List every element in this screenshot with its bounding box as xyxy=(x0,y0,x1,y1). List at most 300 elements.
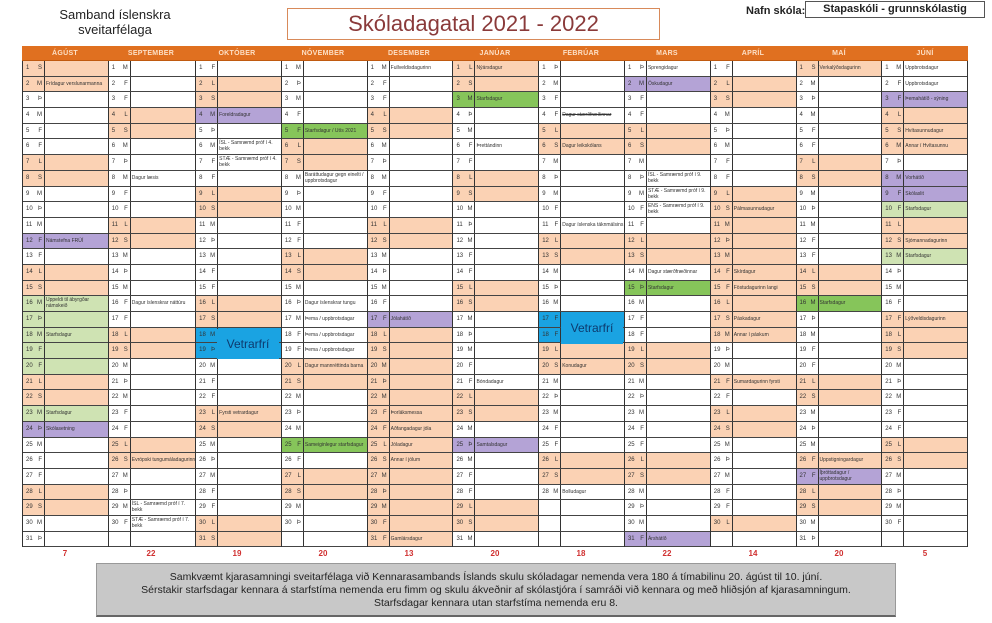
day-row[interactable] xyxy=(711,422,796,438)
day-row[interactable] xyxy=(711,296,796,312)
day-row[interactable] xyxy=(23,218,108,234)
day-row[interactable] xyxy=(539,485,624,501)
day-row[interactable] xyxy=(711,375,796,391)
day-row[interactable] xyxy=(368,359,453,375)
day-row[interactable] xyxy=(539,281,624,297)
day-row[interactable] xyxy=(711,187,796,203)
day-row[interactable] xyxy=(797,406,882,422)
day-row[interactable] xyxy=(23,422,108,438)
day-row[interactable] xyxy=(23,438,108,454)
day-row[interactable] xyxy=(109,124,195,140)
day-row[interactable] xyxy=(453,485,538,501)
day-row[interactable] xyxy=(797,92,882,108)
day-row[interactable] xyxy=(109,139,195,155)
day-row[interactable] xyxy=(882,375,967,391)
day-row[interactable] xyxy=(453,61,538,77)
day-row[interactable] xyxy=(196,124,281,140)
day-row[interactable] xyxy=(711,516,796,532)
day-row[interactable] xyxy=(797,453,882,469)
day-row[interactable] xyxy=(368,375,453,391)
day-row[interactable] xyxy=(453,328,538,344)
day-row[interactable] xyxy=(453,359,538,375)
day-row[interactable] xyxy=(539,390,624,406)
day-row[interactable] xyxy=(109,453,195,469)
day-row[interactable] xyxy=(797,485,882,501)
day-row[interactable] xyxy=(368,390,453,406)
day-row[interactable] xyxy=(368,92,453,108)
day-row[interactable] xyxy=(282,328,367,344)
school-name-field[interactable]: Stapaskóli - grunnskólastig xyxy=(805,1,985,18)
day-row[interactable] xyxy=(625,218,710,234)
day-row[interactable] xyxy=(625,406,710,422)
day-row[interactable] xyxy=(711,390,796,406)
day-row[interactable] xyxy=(711,265,796,281)
day-row[interactable] xyxy=(711,532,796,548)
day-row[interactable] xyxy=(23,187,108,203)
day-row[interactable] xyxy=(625,500,710,516)
day-row[interactable] xyxy=(797,124,882,140)
day-row[interactable] xyxy=(196,139,281,155)
day-row[interactable] xyxy=(368,202,453,218)
day-row[interactable] xyxy=(711,281,796,297)
day-row[interactable] xyxy=(196,296,281,312)
day-row[interactable] xyxy=(109,312,195,328)
day-row[interactable] xyxy=(368,77,453,93)
day-row[interactable] xyxy=(23,453,108,469)
day-row[interactable] xyxy=(882,500,967,516)
day-row[interactable] xyxy=(453,375,538,391)
day-row[interactable] xyxy=(797,61,882,77)
day-row[interactable] xyxy=(23,516,108,532)
day-row[interactable] xyxy=(196,438,281,454)
day-row[interactable] xyxy=(453,92,538,108)
day-row[interactable] xyxy=(711,92,796,108)
day-row[interactable] xyxy=(882,171,967,187)
day-row[interactable] xyxy=(625,312,710,328)
day-row[interactable] xyxy=(368,422,453,438)
day-row[interactable] xyxy=(453,516,538,532)
day-row[interactable] xyxy=(711,218,796,234)
day-row[interactable] xyxy=(196,375,281,391)
day-row[interactable] xyxy=(797,234,882,250)
day-row[interactable] xyxy=(196,202,281,218)
day-row[interactable] xyxy=(882,108,967,124)
day-row[interactable] xyxy=(368,218,453,234)
day-row[interactable] xyxy=(23,108,108,124)
day-row[interactable] xyxy=(109,249,195,265)
day-row[interactable] xyxy=(453,406,538,422)
day-row[interactable] xyxy=(539,77,624,93)
day-row[interactable] xyxy=(23,375,108,391)
day-row[interactable] xyxy=(368,532,453,548)
day-row[interactable] xyxy=(368,124,453,140)
day-row[interactable] xyxy=(625,124,710,140)
day-row[interactable] xyxy=(23,124,108,140)
day-row[interactable] xyxy=(711,343,796,359)
day-row[interactable] xyxy=(196,422,281,438)
day-row[interactable] xyxy=(282,375,367,391)
day-row[interactable] xyxy=(882,532,967,548)
day-row[interactable] xyxy=(625,187,710,203)
day-row[interactable] xyxy=(625,328,710,344)
day-row[interactable] xyxy=(625,108,710,124)
day-row[interactable] xyxy=(453,249,538,265)
day-row[interactable] xyxy=(453,218,538,234)
day-row[interactable] xyxy=(625,343,710,359)
day-row[interactable] xyxy=(282,249,367,265)
day-row[interactable] xyxy=(282,108,367,124)
day-row[interactable] xyxy=(23,139,108,155)
day-row[interactable] xyxy=(196,249,281,265)
day-row[interactable] xyxy=(109,469,195,485)
day-row[interactable] xyxy=(453,265,538,281)
day-row[interactable] xyxy=(711,155,796,171)
day-row[interactable] xyxy=(23,532,108,548)
day-row[interactable] xyxy=(711,328,796,344)
day-row[interactable] xyxy=(539,234,624,250)
day-row[interactable] xyxy=(797,390,882,406)
day-row[interactable] xyxy=(368,485,453,501)
day-row[interactable] xyxy=(282,77,367,93)
day-row[interactable] xyxy=(797,375,882,391)
day-row[interactable] xyxy=(453,77,538,93)
day-row[interactable] xyxy=(109,532,195,548)
day-row[interactable] xyxy=(882,422,967,438)
day-row[interactable] xyxy=(711,469,796,485)
day-row[interactable] xyxy=(196,171,281,187)
day-row[interactable] xyxy=(539,265,624,281)
day-row[interactable] xyxy=(539,218,624,234)
day-row[interactable] xyxy=(711,312,796,328)
day-row[interactable] xyxy=(282,61,367,77)
day-row[interactable] xyxy=(882,343,967,359)
day-row[interactable] xyxy=(539,155,624,171)
day-row[interactable] xyxy=(711,500,796,516)
day-row[interactable] xyxy=(625,77,710,93)
day-row[interactable] xyxy=(539,92,624,108)
day-row[interactable] xyxy=(882,328,967,344)
day-row[interactable] xyxy=(539,406,624,422)
day-row[interactable] xyxy=(539,422,624,438)
day-row[interactable] xyxy=(282,171,367,187)
day-row[interactable] xyxy=(196,469,281,485)
day-row[interactable] xyxy=(368,328,453,344)
day-row[interactable] xyxy=(625,139,710,155)
day-row[interactable] xyxy=(797,77,882,93)
day-row[interactable] xyxy=(453,108,538,124)
day-row[interactable] xyxy=(539,375,624,391)
day-row[interactable] xyxy=(196,500,281,516)
day-row[interactable] xyxy=(196,77,281,93)
day-row[interactable] xyxy=(453,500,538,516)
day-row[interactable] xyxy=(368,61,453,77)
day-row[interactable] xyxy=(797,218,882,234)
day-row[interactable] xyxy=(282,234,367,250)
day-row[interactable] xyxy=(711,485,796,501)
day-row[interactable] xyxy=(196,187,281,203)
day-row[interactable] xyxy=(797,249,882,265)
day-row[interactable] xyxy=(882,281,967,297)
day-row[interactable] xyxy=(539,500,624,516)
day-row[interactable] xyxy=(23,92,108,108)
day-row[interactable] xyxy=(282,532,367,548)
day-row[interactable] xyxy=(196,312,281,328)
day-row[interactable] xyxy=(282,390,367,406)
day-row[interactable] xyxy=(711,139,796,155)
day-row[interactable] xyxy=(625,171,710,187)
day-row[interactable] xyxy=(882,202,967,218)
day-row[interactable] xyxy=(23,234,108,250)
day-row[interactable] xyxy=(882,124,967,140)
day-row[interactable] xyxy=(282,296,367,312)
day-row[interactable] xyxy=(711,171,796,187)
day-row[interactable] xyxy=(109,500,195,516)
day-row[interactable] xyxy=(882,359,967,375)
day-row[interactable] xyxy=(453,281,538,297)
day-row[interactable] xyxy=(539,453,624,469)
day-row[interactable] xyxy=(368,343,453,359)
day-row[interactable] xyxy=(539,359,624,375)
day-row[interactable] xyxy=(625,469,710,485)
day-row[interactable] xyxy=(196,265,281,281)
day-row[interactable] xyxy=(453,202,538,218)
day-row[interactable] xyxy=(282,92,367,108)
day-row[interactable] xyxy=(882,296,967,312)
day-row[interactable] xyxy=(539,343,624,359)
day-row[interactable] xyxy=(539,108,624,124)
day-row[interactable] xyxy=(882,139,967,155)
day-row[interactable] xyxy=(109,77,195,93)
day-row[interactable] xyxy=(196,532,281,548)
day-row[interactable] xyxy=(625,485,710,501)
day-row[interactable] xyxy=(368,171,453,187)
day-row[interactable] xyxy=(711,359,796,375)
day-row[interactable] xyxy=(625,61,710,77)
day-row[interactable] xyxy=(797,343,882,359)
day-row[interactable] xyxy=(539,171,624,187)
day-row[interactable] xyxy=(539,296,624,312)
day-row[interactable] xyxy=(23,155,108,171)
day-row[interactable] xyxy=(882,265,967,281)
day-row[interactable] xyxy=(625,234,710,250)
day-row[interactable] xyxy=(368,296,453,312)
day-row[interactable] xyxy=(23,202,108,218)
day-row[interactable] xyxy=(109,171,195,187)
day-row[interactable] xyxy=(368,281,453,297)
day-row[interactable] xyxy=(453,234,538,250)
day-row[interactable] xyxy=(797,187,882,203)
day-row[interactable] xyxy=(368,139,453,155)
day-row[interactable] xyxy=(109,328,195,344)
day-row[interactable] xyxy=(711,438,796,454)
day-row[interactable] xyxy=(797,500,882,516)
day-row[interactable] xyxy=(625,281,710,297)
day-row[interactable] xyxy=(282,438,367,454)
day-row[interactable] xyxy=(882,92,967,108)
day-row[interactable] xyxy=(625,265,710,281)
day-row[interactable] xyxy=(109,155,195,171)
day-row[interactable] xyxy=(368,187,453,203)
day-row[interactable] xyxy=(23,296,108,312)
day-row[interactable] xyxy=(711,108,796,124)
day-row[interactable] xyxy=(196,92,281,108)
day-row[interactable] xyxy=(797,516,882,532)
day-row[interactable] xyxy=(797,312,882,328)
day-row[interactable] xyxy=(882,155,967,171)
day-row[interactable] xyxy=(109,234,195,250)
day-row[interactable] xyxy=(453,187,538,203)
day-row[interactable] xyxy=(625,359,710,375)
day-row[interactable] xyxy=(711,234,796,250)
day-row[interactable] xyxy=(196,218,281,234)
day-row[interactable] xyxy=(625,155,710,171)
day-row[interactable] xyxy=(368,500,453,516)
day-row[interactable] xyxy=(368,234,453,250)
day-row[interactable] xyxy=(539,202,624,218)
day-row[interactable] xyxy=(797,155,882,171)
day-row[interactable] xyxy=(711,61,796,77)
day-row[interactable] xyxy=(109,375,195,391)
day-row[interactable] xyxy=(23,171,108,187)
day-row[interactable] xyxy=(282,139,367,155)
day-row[interactable] xyxy=(453,139,538,155)
day-row[interactable] xyxy=(282,281,367,297)
day-row[interactable] xyxy=(453,469,538,485)
day-row[interactable] xyxy=(282,155,367,171)
day-row[interactable] xyxy=(797,422,882,438)
day-row[interactable] xyxy=(109,359,195,375)
day-row[interactable] xyxy=(109,343,195,359)
day-row[interactable] xyxy=(711,124,796,140)
day-row[interactable] xyxy=(282,202,367,218)
day-row[interactable] xyxy=(23,265,108,281)
day-row[interactable] xyxy=(539,61,624,77)
day-row[interactable] xyxy=(625,532,710,548)
day-row[interactable] xyxy=(282,187,367,203)
day-row[interactable] xyxy=(453,343,538,359)
day-row[interactable] xyxy=(882,77,967,93)
day-row[interactable] xyxy=(282,265,367,281)
day-row[interactable] xyxy=(368,249,453,265)
day-row[interactable] xyxy=(797,108,882,124)
day-row[interactable] xyxy=(539,124,624,140)
day-row[interactable] xyxy=(282,218,367,234)
day-row[interactable] xyxy=(282,406,367,422)
day-row[interactable] xyxy=(539,187,624,203)
day-row[interactable] xyxy=(23,359,108,375)
day-row[interactable] xyxy=(282,359,367,375)
day-row[interactable] xyxy=(109,438,195,454)
day-row[interactable] xyxy=(882,453,967,469)
day-row[interactable] xyxy=(282,343,367,359)
day-row[interactable] xyxy=(368,406,453,422)
day-row[interactable] xyxy=(368,108,453,124)
day-row[interactable] xyxy=(109,265,195,281)
day-row[interactable] xyxy=(23,249,108,265)
day-row[interactable] xyxy=(797,139,882,155)
day-row[interactable] xyxy=(797,265,882,281)
day-row[interactable] xyxy=(797,328,882,344)
day-row[interactable] xyxy=(539,516,624,532)
day-row[interactable] xyxy=(453,422,538,438)
day-row[interactable] xyxy=(882,234,967,250)
day-row[interactable] xyxy=(196,61,281,77)
day-row[interactable] xyxy=(453,532,538,548)
day-row[interactable] xyxy=(625,92,710,108)
day-row[interactable] xyxy=(797,359,882,375)
day-row[interactable] xyxy=(23,343,108,359)
day-row[interactable] xyxy=(109,108,195,124)
day-row[interactable] xyxy=(882,187,967,203)
day-row[interactable] xyxy=(711,406,796,422)
day-row[interactable] xyxy=(109,516,195,532)
day-row[interactable] xyxy=(882,312,967,328)
day-row[interactable] xyxy=(282,500,367,516)
day-row[interactable] xyxy=(282,124,367,140)
day-row[interactable] xyxy=(711,249,796,265)
day-row[interactable] xyxy=(453,453,538,469)
day-row[interactable] xyxy=(196,453,281,469)
day-row[interactable] xyxy=(625,390,710,406)
day-row[interactable] xyxy=(196,485,281,501)
day-row[interactable] xyxy=(196,390,281,406)
day-row[interactable] xyxy=(625,249,710,265)
day-row[interactable] xyxy=(453,171,538,187)
day-row[interactable] xyxy=(23,406,108,422)
day-row[interactable] xyxy=(882,249,967,265)
day-row[interactable] xyxy=(797,438,882,454)
day-row[interactable] xyxy=(882,390,967,406)
day-row[interactable] xyxy=(368,155,453,171)
day-row[interactable] xyxy=(109,92,195,108)
day-row[interactable] xyxy=(882,438,967,454)
day-row[interactable] xyxy=(109,187,195,203)
day-row[interactable] xyxy=(109,281,195,297)
day-row[interactable] xyxy=(882,218,967,234)
day-row[interactable] xyxy=(368,469,453,485)
day-row[interactable] xyxy=(368,312,453,328)
day-row[interactable] xyxy=(196,406,281,422)
day-row[interactable] xyxy=(368,453,453,469)
day-row[interactable] xyxy=(109,485,195,501)
day-row[interactable] xyxy=(797,469,882,485)
day-row[interactable] xyxy=(282,453,367,469)
day-row[interactable] xyxy=(711,202,796,218)
day-row[interactable] xyxy=(109,218,195,234)
day-row[interactable] xyxy=(539,532,624,548)
day-row[interactable] xyxy=(23,312,108,328)
day-row[interactable] xyxy=(23,328,108,344)
day-row[interactable] xyxy=(368,265,453,281)
day-row[interactable] xyxy=(23,77,108,93)
day-row[interactable] xyxy=(109,406,195,422)
day-row[interactable] xyxy=(625,453,710,469)
day-row[interactable] xyxy=(882,516,967,532)
day-row[interactable] xyxy=(196,359,281,375)
day-row[interactable] xyxy=(282,422,367,438)
day-row[interactable] xyxy=(23,500,108,516)
day-row[interactable] xyxy=(625,516,710,532)
day-row[interactable] xyxy=(109,296,195,312)
day-row[interactable] xyxy=(282,516,367,532)
day-row[interactable] xyxy=(109,422,195,438)
day-row[interactable] xyxy=(625,202,710,218)
day-row[interactable] xyxy=(23,61,108,77)
day-row[interactable] xyxy=(282,485,367,501)
day-row[interactable] xyxy=(282,312,367,328)
day-row[interactable] xyxy=(882,485,967,501)
day-row[interactable] xyxy=(797,202,882,218)
